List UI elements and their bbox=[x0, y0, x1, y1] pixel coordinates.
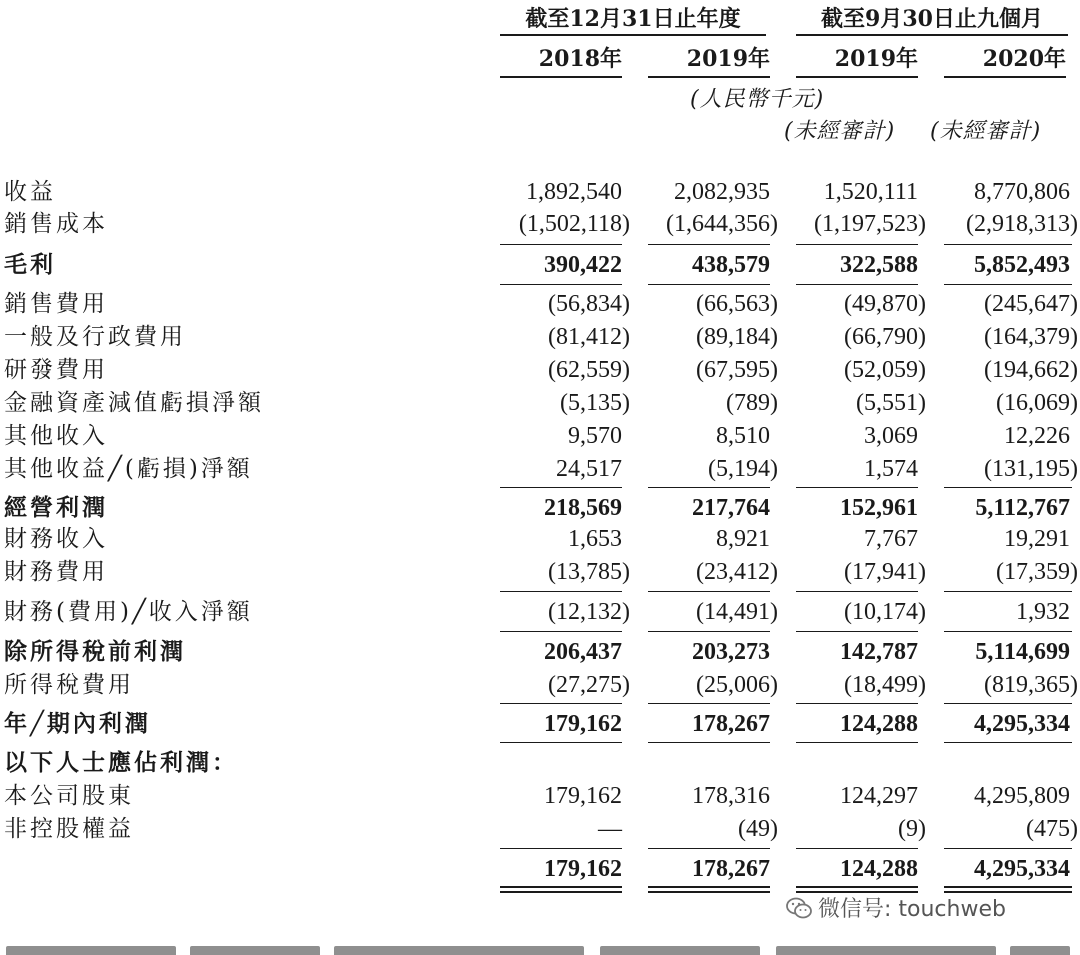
row-label: 財務(費用)╱收入淨額 bbox=[4, 599, 253, 625]
value-cell: 1,892,540 bbox=[526, 179, 622, 205]
currency-note: (人民幣千元) bbox=[690, 87, 825, 112]
value-cell: (66,563) bbox=[696, 291, 778, 317]
subtotal-rule bbox=[944, 487, 1072, 488]
row-label: 財務收入 bbox=[4, 526, 108, 552]
subtotal-rule bbox=[500, 703, 622, 704]
header-year-2019-nine-months: 2019年 bbox=[796, 42, 918, 78]
row-label: 以下人士應佔利潤： bbox=[4, 749, 238, 776]
value-cell: 2,082,935 bbox=[674, 179, 770, 205]
value-cell: (194,662) bbox=[984, 357, 1078, 383]
unaudited-note-2019: (未經審計) bbox=[784, 119, 896, 144]
row-profit-before-tax bbox=[0, 635, 1080, 669]
value-cell: 438,579 bbox=[692, 252, 770, 278]
subtotal-rule bbox=[944, 631, 1072, 632]
unaudited-note-2020: (未經審計) bbox=[930, 119, 1042, 144]
value-cell: (5,551) bbox=[856, 390, 926, 416]
row-label: 所得稅費用 bbox=[4, 672, 134, 698]
value-cell: (131,195) bbox=[984, 456, 1078, 482]
row-income-tax bbox=[0, 668, 1080, 702]
value-cell: (14,491) bbox=[696, 599, 778, 625]
value-cell: (23,412) bbox=[696, 559, 778, 585]
grand-total-double-rule bbox=[648, 886, 770, 893]
value-cell: 218,569 bbox=[544, 495, 622, 521]
value-cell: 206,437 bbox=[544, 639, 622, 665]
row-label: 財務費用 bbox=[4, 559, 108, 585]
value-cell: 4,295,334 bbox=[974, 856, 1070, 882]
value-cell: (27,275) bbox=[548, 672, 630, 698]
row-finance-costs bbox=[0, 555, 1080, 589]
header-group-nine-months: 截至9月30日止九個月 bbox=[796, 4, 1068, 36]
subtotal-rule bbox=[500, 631, 622, 632]
subtotal-rule bbox=[500, 487, 622, 488]
value-cell: 179,162 bbox=[544, 711, 622, 737]
watermark bbox=[786, 892, 1006, 923]
row-operating-profit bbox=[0, 491, 1080, 525]
subtotal-rule bbox=[796, 631, 918, 632]
value-cell: (475) bbox=[1026, 816, 1078, 842]
row-label: 銷售成本 bbox=[4, 211, 108, 237]
subtotal-rule bbox=[500, 284, 622, 285]
value-cell: 1,574 bbox=[864, 456, 918, 482]
value-cell: 4,295,809 bbox=[974, 783, 1070, 809]
row-label: 研發費用 bbox=[4, 357, 108, 383]
value-cell: 217,764 bbox=[692, 495, 770, 521]
value-cell: 9,570 bbox=[568, 423, 622, 449]
value-cell: 322,588 bbox=[840, 252, 918, 278]
value-cell: 178,316 bbox=[692, 783, 770, 809]
watermark-text: 微信号: touchweb bbox=[818, 897, 1006, 922]
value-cell: (17,941) bbox=[844, 559, 926, 585]
value-cell: 1,932 bbox=[1016, 599, 1070, 625]
row-label: 除所得稅前利潤 bbox=[4, 638, 186, 665]
subtotal-rule bbox=[648, 487, 770, 488]
value-cell: 8,510 bbox=[716, 423, 770, 449]
header-group-year-end: 截至12月31日止年度 bbox=[500, 4, 766, 36]
grand-total-double-rule bbox=[500, 886, 622, 893]
value-cell: 24,517 bbox=[556, 456, 622, 482]
row-other-gains-losses bbox=[0, 452, 1080, 486]
value-cell: (245,647) bbox=[984, 291, 1078, 317]
value-cell: (789) bbox=[726, 390, 778, 416]
row-label: 金融資產減值虧損淨額 bbox=[4, 390, 264, 416]
value-cell: 8,770,806 bbox=[974, 179, 1070, 205]
row-label: 經營利潤 bbox=[4, 494, 108, 521]
row-selling-expenses bbox=[0, 287, 1080, 321]
subtotal-rule bbox=[648, 631, 770, 632]
value-cell: (10,174) bbox=[844, 599, 926, 625]
row-non-controlling-interests bbox=[0, 812, 1080, 846]
total-rule bbox=[944, 742, 1072, 743]
row-admin-expenses bbox=[0, 320, 1080, 354]
row-label: 其他收益╱(虧損)淨額 bbox=[4, 456, 253, 482]
value-cell: 19,291 bbox=[1004, 526, 1070, 552]
value-cell: (16,069) bbox=[996, 390, 1078, 416]
value-cell: 124,297 bbox=[840, 783, 918, 809]
row-label: 本公司股東 bbox=[4, 783, 134, 809]
value-cell: (13,785) bbox=[548, 559, 630, 585]
row-rd-expenses bbox=[0, 353, 1080, 387]
value-cell: 7,767 bbox=[864, 526, 918, 552]
subtotal-rule bbox=[500, 244, 622, 245]
row-label: 收益 bbox=[4, 179, 56, 205]
row-attributable-total bbox=[0, 852, 1080, 886]
subtotal-rule bbox=[796, 244, 918, 245]
row-profit-for-period bbox=[0, 707, 1080, 741]
total-rule bbox=[796, 742, 918, 743]
value-cell: 5,114,699 bbox=[975, 639, 1070, 665]
value-cell: 179,162 bbox=[544, 783, 622, 809]
row-label: 其他收入 bbox=[4, 423, 108, 449]
subtotal-rule bbox=[500, 591, 622, 592]
value-cell: (89,184) bbox=[696, 324, 778, 350]
row-label: 銷售費用 bbox=[4, 291, 108, 317]
subtotal-rule bbox=[944, 848, 1072, 849]
total-rule bbox=[500, 742, 622, 743]
row-impairment-losses bbox=[0, 386, 1080, 420]
header-year-2020-nine-months: 2020年 bbox=[944, 42, 1066, 78]
value-cell: (1,644,356) bbox=[666, 211, 778, 237]
row-label: 一般及行政費用 bbox=[4, 324, 186, 350]
value-cell: (49) bbox=[738, 816, 778, 842]
value-cell: 1,653 bbox=[568, 526, 622, 552]
value-cell: (17,359) bbox=[996, 559, 1078, 585]
value-cell: (5,135) bbox=[560, 390, 630, 416]
value-cell: 5,112,767 bbox=[975, 495, 1070, 521]
value-cell: 8,921 bbox=[716, 526, 770, 552]
value-cell: (18,499) bbox=[844, 672, 926, 698]
subtotal-rule bbox=[648, 284, 770, 285]
value-cell: 203,273 bbox=[692, 639, 770, 665]
value-cell: 178,267 bbox=[692, 856, 770, 882]
value-cell: 124,288 bbox=[840, 856, 918, 882]
value-cell: 1,520,111 bbox=[823, 179, 918, 205]
subtotal-rule bbox=[648, 848, 770, 849]
value-cell: (819,365) bbox=[984, 672, 1078, 698]
value-cell: 12,226 bbox=[1004, 423, 1070, 449]
value-cell: (56,834) bbox=[548, 291, 630, 317]
value-cell: (12,132) bbox=[548, 599, 630, 625]
subtotal-rule bbox=[944, 591, 1072, 592]
value-cell: (164,379) bbox=[984, 324, 1078, 350]
row-gross-profit bbox=[0, 248, 1080, 282]
value-cell: 178,267 bbox=[692, 711, 770, 737]
subtotal-rule bbox=[648, 244, 770, 245]
row-finance-income bbox=[0, 522, 1080, 556]
value-cell: (5,194) bbox=[708, 456, 778, 482]
subtotal-rule bbox=[500, 848, 622, 849]
value-cell: — bbox=[598, 816, 622, 842]
row-label: 非控股權益 bbox=[4, 816, 134, 842]
value-cell: 152,961 bbox=[840, 495, 918, 521]
value-cell: 179,162 bbox=[544, 856, 622, 882]
value-cell: (66,790) bbox=[844, 324, 926, 350]
value-cell: 390,422 bbox=[544, 252, 622, 278]
value-cell: (9) bbox=[898, 816, 926, 842]
subtotal-rule bbox=[944, 703, 1072, 704]
value-cell: (52,059) bbox=[844, 357, 926, 383]
subtotal-rule bbox=[648, 703, 770, 704]
value-cell: (1,197,523) bbox=[814, 211, 926, 237]
value-cell: (49,870) bbox=[844, 291, 926, 317]
subtotal-rule bbox=[796, 487, 918, 488]
row-owners-of-company bbox=[0, 779, 1080, 813]
header-year-2018: 2018年 bbox=[500, 42, 622, 78]
value-cell: (81,412) bbox=[548, 324, 630, 350]
value-cell: (62,559) bbox=[548, 357, 630, 383]
value-cell: 5,852,493 bbox=[974, 252, 1070, 278]
row-other-income bbox=[0, 419, 1080, 453]
header-year-2019: 2019年 bbox=[648, 42, 770, 78]
subtotal-rule bbox=[796, 848, 918, 849]
subtotal-rule bbox=[796, 703, 918, 704]
row-attributable-heading bbox=[0, 746, 1080, 780]
row-revenue bbox=[0, 175, 1080, 209]
value-cell: (1,502,118) bbox=[518, 211, 630, 237]
row-label: 年╱期內利潤 bbox=[4, 710, 151, 737]
subtotal-rule bbox=[796, 591, 918, 592]
value-cell: 3,069 bbox=[864, 423, 918, 449]
subtotal-rule bbox=[796, 284, 918, 285]
subtotal-rule bbox=[648, 591, 770, 592]
value-cell: 142,787 bbox=[840, 639, 918, 665]
total-rule bbox=[648, 742, 770, 743]
value-cell: 124,288 bbox=[840, 711, 918, 737]
value-cell: (25,006) bbox=[696, 672, 778, 698]
wechat-icon bbox=[786, 897, 812, 919]
cut-off-text-line bbox=[0, 944, 1080, 955]
row-net-finance bbox=[0, 595, 1080, 629]
row-label: 毛利 bbox=[4, 251, 56, 278]
subtotal-rule bbox=[944, 244, 1072, 245]
value-cell: (2,918,313) bbox=[966, 211, 1078, 237]
row-cost-of-sales bbox=[0, 207, 1080, 241]
subtotal-rule bbox=[944, 284, 1072, 285]
value-cell: 4,295,334 bbox=[974, 711, 1070, 737]
value-cell: (67,595) bbox=[696, 357, 778, 383]
